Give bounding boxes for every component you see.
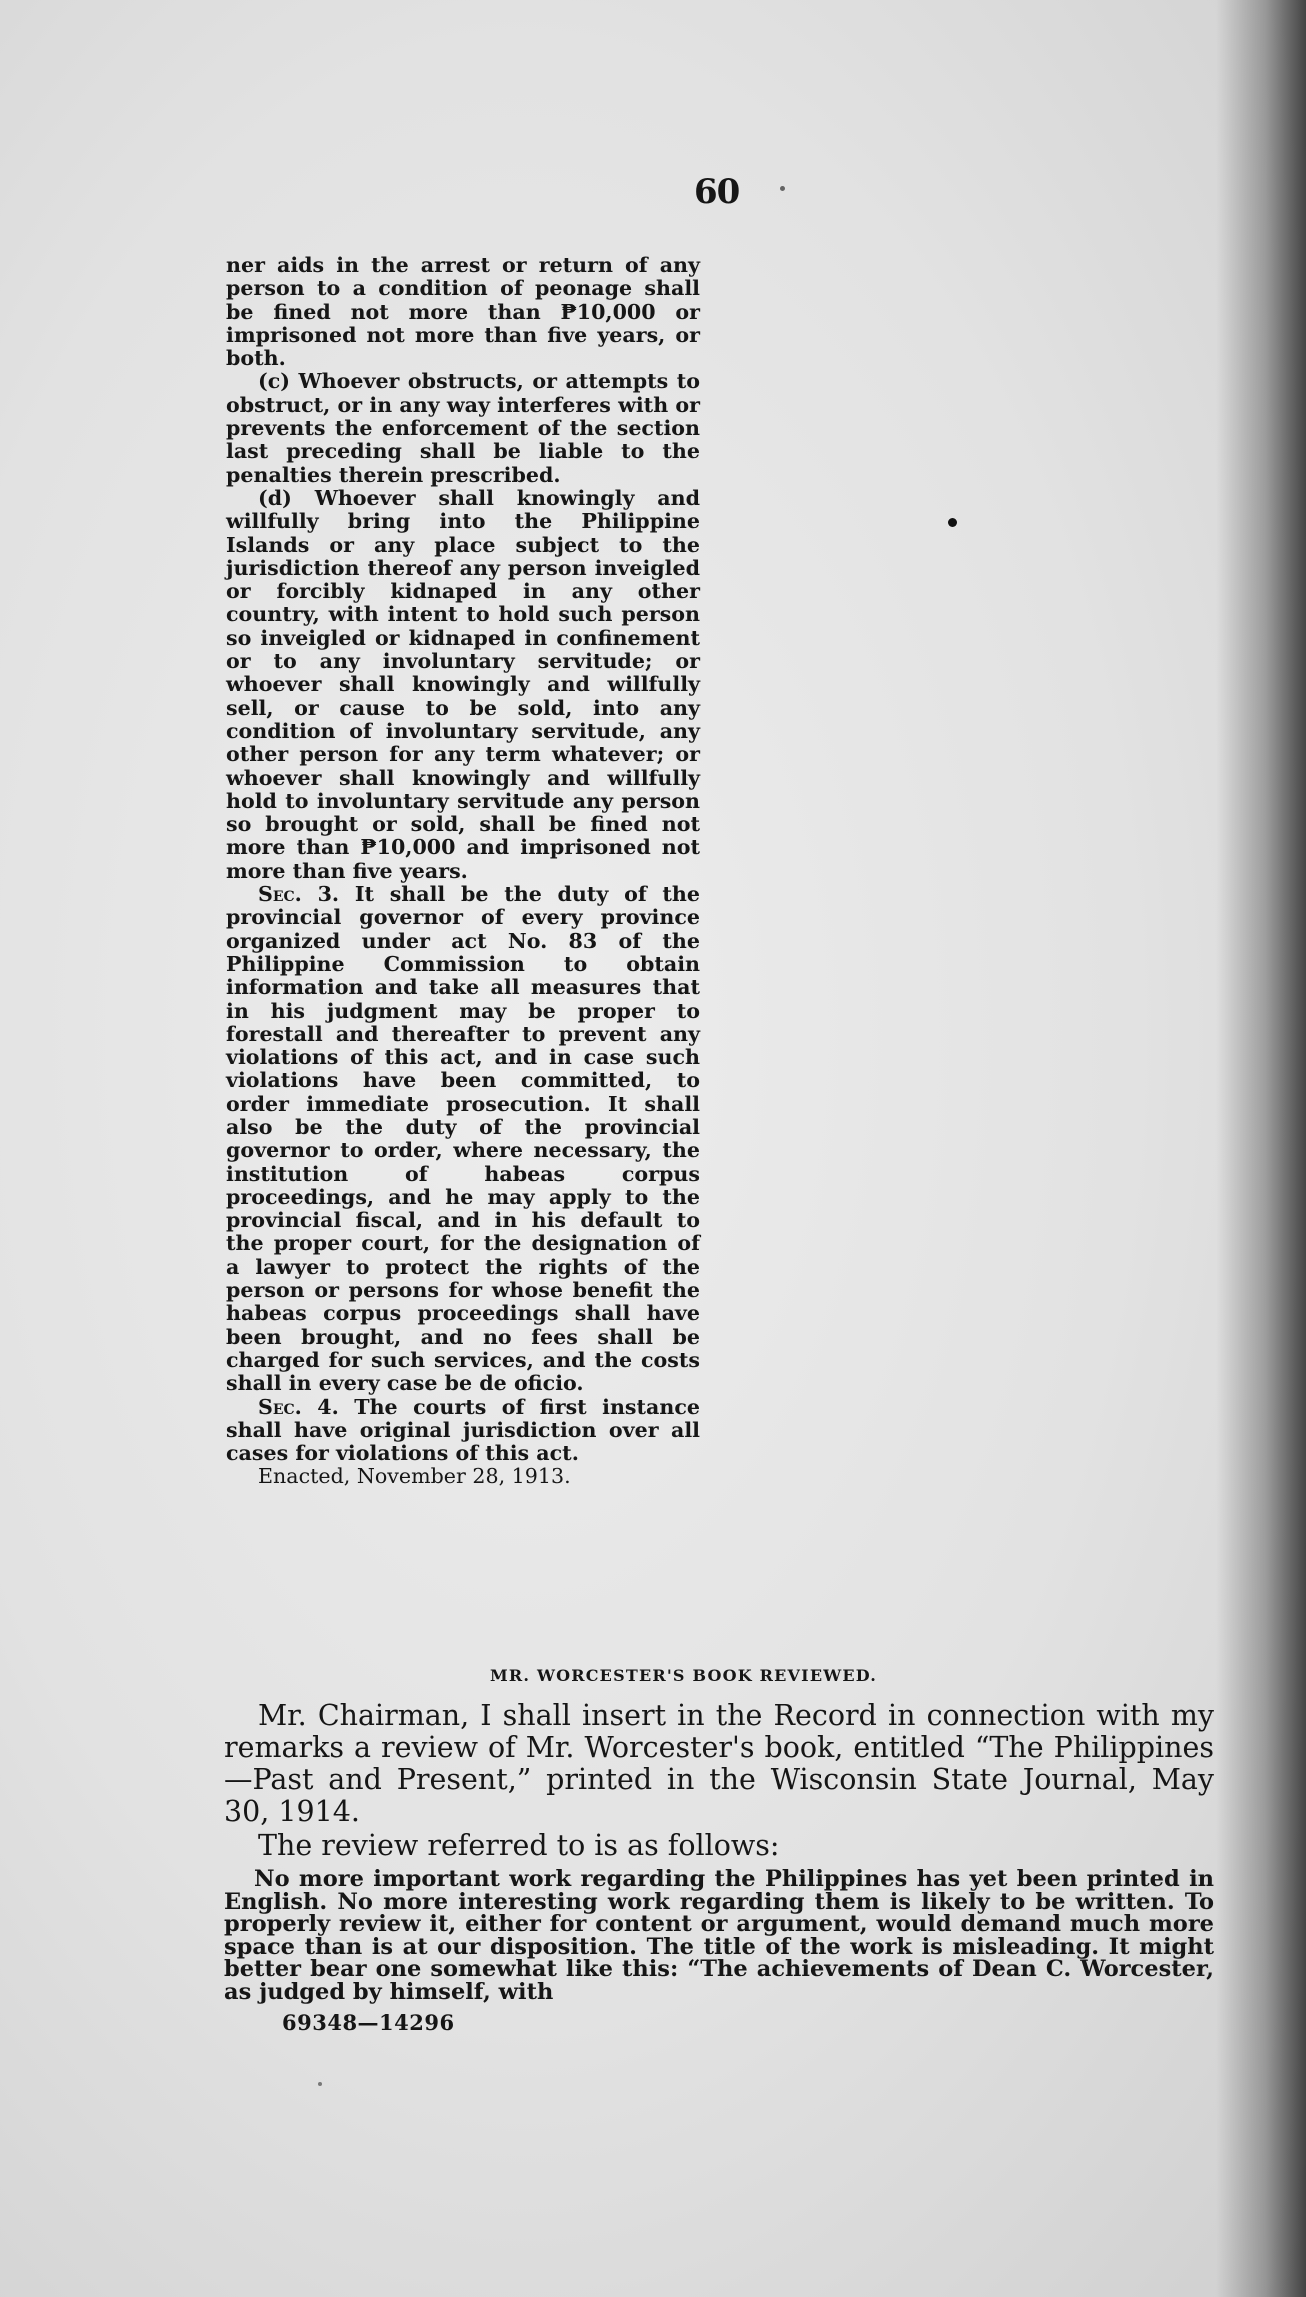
speech-paragraph [224, 1700, 1214, 1828]
review-intro: The review referred to is as follows: [258, 1829, 780, 1862]
section-4-label: Sec. 4. [258, 1394, 339, 1419]
paragraph-c: (c) Whoever obstructs, or attempts to obstruct, or in any way interferes with or prevents the enforcement of the section last preceding shall be liable to the penalties therein prescribed. [226, 369, 700, 487]
section-4-text: The courts of first instance shall have original jurisdiction over all cases for violations of this act. [226, 1394, 701, 1466]
ink-speck [948, 518, 957, 527]
section-3-label: Sec. 3. [258, 882, 340, 907]
section-3-text: It shall be the duty of the provincial governor of every province organized under act No. 83 of the Philippine Commission to obtain information and take all measures that in his judgment may be proper to forestall and thereafter to prevent any violations of this act, and in case such violations have been committed, to order immediate prosecution. It shall also be the duty of the provincial governor to order, where necessary, the institution of habeas corpus proceedings, and he may apply to the provincial fiscal, and in his default to the proper court, for the designation of a lawyer to protect the rights of the person or persons for whose benefit the habeas corpus proceedings shall have been brought, and no fees shall be charged for such services, and the costs shall in every case be de oficio. [226, 882, 701, 1396]
section-3 [226, 883, 700, 1396]
act-text-column [226, 254, 700, 1489]
paragraph-peonage: ner aids in the arrest or return of any person to a condition of peonage shall be fined not more than ₱10,000 or imprisoned not more than five years, or both. [226, 253, 700, 371]
enacted-date: Enacted, November 28, 1913. [258, 1464, 571, 1489]
binding-shadow [1216, 0, 1306, 2297]
print-code: 69348—14296 [282, 2010, 455, 2035]
section-heading: MR. WORCESTER'S BOOK REVIEWED. [490, 1666, 878, 1685]
page-number: 60 [694, 172, 740, 212]
paragraph-d: (d) Whoever shall knowingly and willfully bring into the Philippine Islands or any place subject to the jurisdiction thereof any person inveigled or forcibly kidnaped in any other country, with intent to hold such person so inveigled or kidnaped in confinement or to any involuntary servitude; or whoever shall knowingly and willfully sell, or cause to be sold, into any condition of involuntary servitude, any other person for any term whatever; or whoever shall knowingly and willfully hold to involuntary servitude any person so brought or sold, shall be fined not more than ₱10,000 and imprisoned not more than five years. [226, 485, 700, 883]
ink-speck [318, 2082, 322, 2086]
review-quote-text: No more important work regarding the Philippines has yet been printed in English. No more interesting work regarding them is likely to be written. To properly review it, either for content or argument, would demand much more space than is at our disposition. The title of the work is misleading. It might better bear one somewhat like this: “The achievements of Dean C. Worcester, as judged by himself, with [224, 1866, 1214, 2005]
review-quote [224, 1868, 1214, 2004]
section-4 [226, 1396, 700, 1466]
ink-speck [780, 186, 785, 191]
speech-text: Mr. Chairman, I shall insert in the Record in connection with my remarks a review of Mr. Worcester's book, entitled “The Philippines—Past and Present,” printed in the Wisconsin State Journal, May 30, 1914. [224, 1699, 1214, 1828]
